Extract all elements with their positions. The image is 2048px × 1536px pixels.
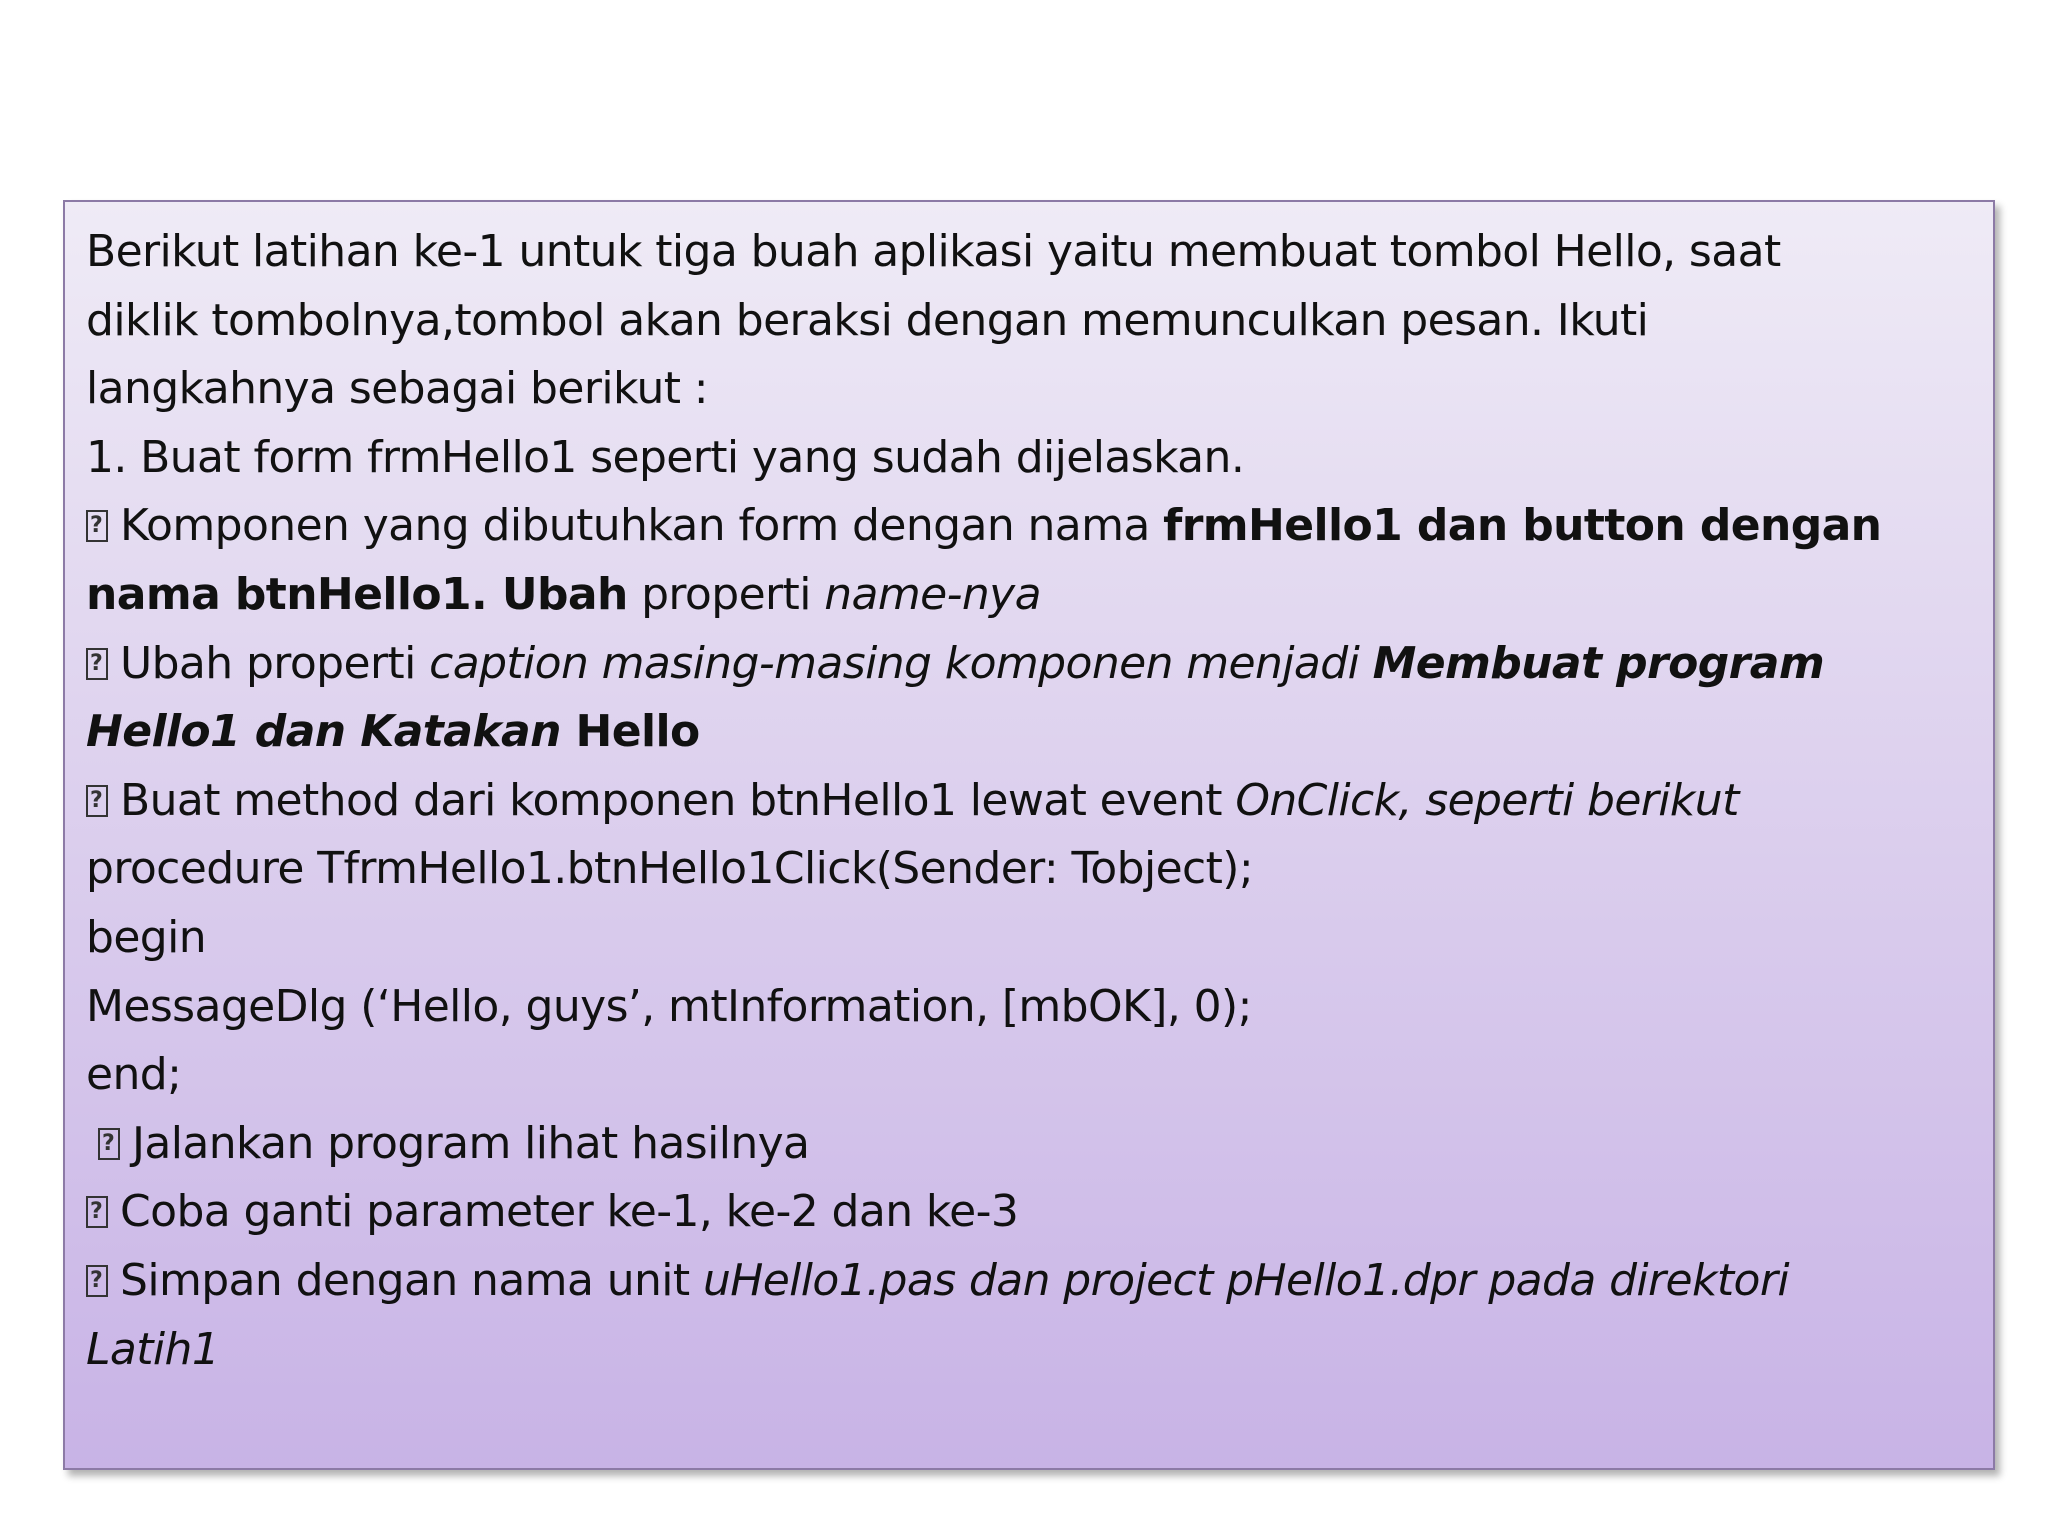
- step-1-line: 1. Buat form frmHello1 seperti yang sudah dijelaskan.: [86, 431, 1245, 483]
- code-line-begin: begin: [86, 911, 207, 963]
- text-line-3: langkahnya sebagai berikut :: [86, 363, 709, 415]
- bullet-line-method: ?Buat method dari komponen btnHello1 lewat event OnClick, seperti berikut: [86, 767, 1973, 836]
- missing-glyph-box-icon: [86, 785, 108, 817]
- text-line-caption-cont: Hello1 dan Katakan Hello: [86, 706, 700, 758]
- missing-glyph-box-icon: [86, 510, 108, 542]
- text-line-2: diklik tombolnya,tombol akan beraksi dengan memunculkan pesan. Ikuti: [86, 294, 1649, 346]
- missing-glyph-box-icon: [86, 648, 108, 680]
- bullet-line-components: ?Komponen yang dibutuhkan form dengan nama frmHello1 dan button dengan: [86, 492, 1973, 561]
- missing-glyph-box-icon: [86, 1265, 108, 1297]
- bullet-line-params: ?Coba ganti parameter ke-1, ke-2 dan ke-3: [86, 1178, 1973, 1247]
- text-line-components-cont: nama btnHello1. Ubah properti name-nya: [86, 568, 1041, 620]
- text-line-1: Berikut latihan ke-1 untuk tiga buah aplikasi yaitu membuat tombol Hello, saat: [86, 226, 1781, 277]
- code-line-end: end;: [86, 1049, 182, 1101]
- missing-glyph-box-icon: [98, 1128, 120, 1160]
- code-line-procedure: procedure TfrmHello1.btnHello1Click(Sender: Tobject);: [86, 843, 1254, 895]
- bullet-line-caption: ?Ubah properti caption masing-masing komponen menjadi Membuat program: [86, 630, 1973, 699]
- text-line-save-cont: Latih1: [86, 1323, 220, 1375]
- content-text-box: [63, 200, 1995, 1470]
- missing-glyph-box-icon: [86, 1196, 108, 1228]
- code-line-messagedlg: MessageDlg (‘Hello, guys’, mtInformation, [mbOK], 0);: [86, 980, 1252, 1032]
- bullet-line-run: ?Jalankan program lihat hasilnya: [86, 1110, 1973, 1179]
- bullet-line-save: ?Simpan dengan nama unit uHello1.pas dan project pHello1.dpr pada direktori: [86, 1247, 1973, 1316]
